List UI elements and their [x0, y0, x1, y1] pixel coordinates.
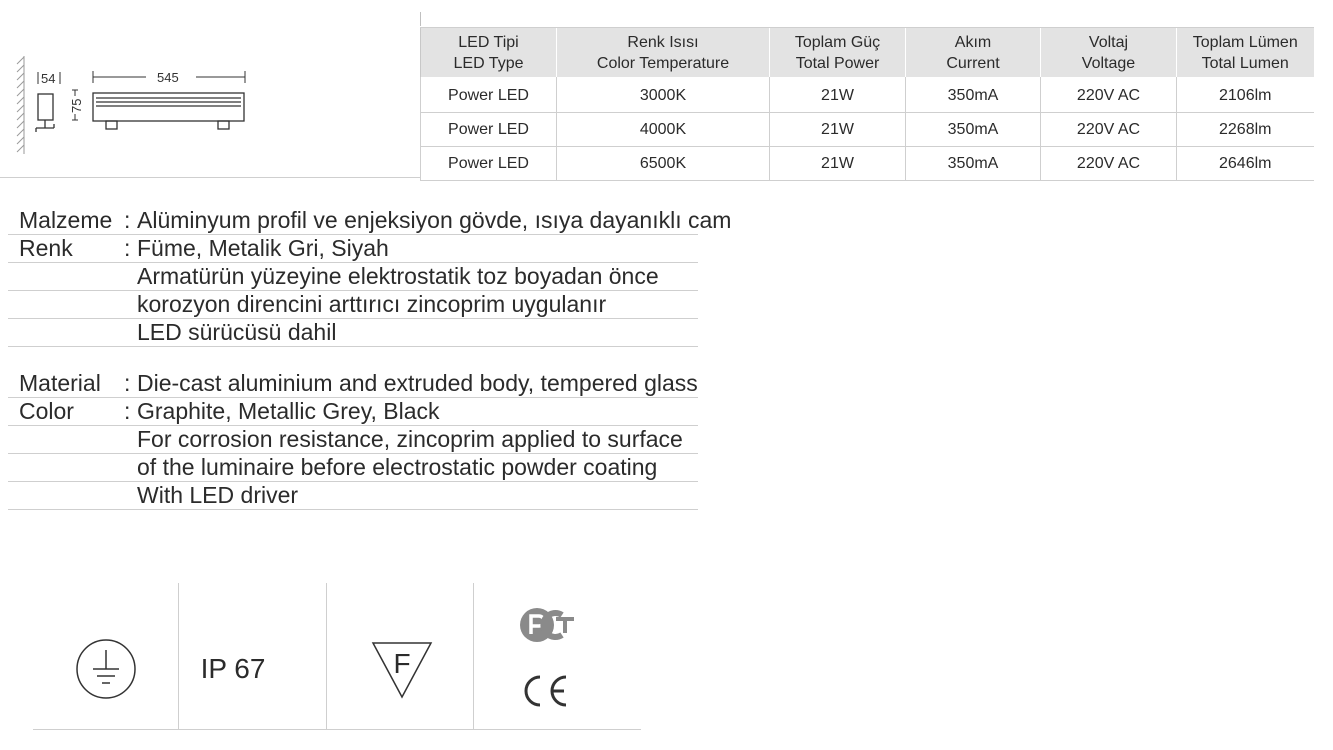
cell-color-temperature: 6500K — [557, 147, 770, 181]
desc-line-material — [8, 370, 698, 398]
desc-label: Color — [19, 398, 74, 424]
desc-line — [8, 319, 698, 347]
desc-line — [8, 482, 698, 510]
cell-voltage: 220V AC — [1041, 147, 1177, 181]
desc-value: Die-cast aluminium and extruded body, tempered glass — [137, 370, 698, 396]
desc-value: Graphite, Metallic Grey, Black — [137, 398, 440, 424]
table-row — [421, 77, 1314, 113]
desc-value: For corrosion resistance, zincoprim applied to surface — [137, 426, 683, 452]
side-width-label: 54 — [41, 71, 56, 86]
desc-line — [8, 426, 698, 454]
side-view — [36, 94, 54, 132]
cell-color-temperature: 3000K — [557, 77, 770, 113]
f-mark-letter: F — [393, 648, 411, 679]
product-dimension-drawing — [14, 56, 274, 156]
cell-voltage: 220V AC — [1041, 113, 1177, 147]
desc-value: of the luminaire before electrostatic powder coating — [137, 454, 658, 480]
table-header-row — [421, 28, 1314, 78]
desc-separator: : — [124, 235, 131, 261]
header-total-lumen: Toplam Lümen Total Lumen — [1177, 28, 1314, 78]
length-label: 545 — [157, 70, 179, 85]
cell-led-type: Power LED — [421, 113, 557, 147]
description-turkish — [8, 207, 732, 347]
desc-line — [8, 263, 698, 291]
cell-led-type: Power LED — [421, 77, 557, 113]
pct-certification-icon — [518, 605, 576, 645]
header-total-power: Toplam Güç Total Power — [770, 28, 906, 78]
cell-current: 350mA — [906, 147, 1041, 181]
table-row — [421, 147, 1314, 181]
cell-current: 350mA — [906, 113, 1041, 147]
cell-current: 350mA — [906, 77, 1041, 113]
desc-line-color — [8, 398, 698, 426]
header-current: Akım Current — [906, 28, 1041, 78]
header-voltage: Voltaj Voltage — [1041, 28, 1177, 78]
front-view — [93, 93, 244, 129]
desc-value: Füme, Metalik Gri, Siyah — [137, 235, 389, 261]
desc-value: korozyon direncini arttırıcı zincoprim uygulanır — [137, 291, 607, 317]
cell-total-lumen: 2646lm — [1177, 147, 1314, 181]
protective-earth-icon — [73, 638, 139, 700]
cell-total-lumen: 2268lm — [1177, 113, 1314, 147]
cell-total-lumen: 2106lm — [1177, 77, 1314, 113]
cell-color-temperature: 4000K — [557, 113, 770, 147]
desc-label: Material — [19, 370, 101, 396]
desc-value: Armatürün yüzeyine elektrostatik toz boyadan önce — [137, 263, 659, 289]
desc-value: LED sürücüsü dahil — [137, 319, 337, 345]
side-height-label: 75 — [69, 98, 84, 113]
table-top-divider — [420, 12, 421, 26]
desc-label: Renk — [19, 235, 73, 261]
spec-table — [420, 27, 1314, 181]
cert-divider — [473, 583, 474, 729]
wall-hatching — [17, 56, 24, 154]
desc-line — [8, 291, 698, 319]
desc-line — [8, 454, 698, 482]
cell-total-power: 21W — [770, 147, 906, 181]
header-led-type: LED Tipi LED Type — [421, 28, 557, 78]
description-english — [8, 370, 698, 510]
cell-total-power: 21W — [770, 77, 906, 113]
cert-divider — [178, 583, 179, 729]
desc-separator: : — [124, 370, 131, 396]
desc-label: Malzeme — [19, 207, 113, 233]
desc-line-color — [8, 235, 698, 263]
header-color-temperature: Renk Isısı Color Temperature — [557, 28, 770, 78]
cell-total-power: 21W — [770, 113, 906, 147]
desc-line-material — [8, 207, 732, 235]
desc-value: With LED driver — [137, 482, 299, 508]
desc-value: Alüminyum profil ve enjeksiyon gövde, ısıya dayanıklı cam — [137, 207, 732, 233]
ce-mark-icon — [520, 673, 572, 709]
drawing-bottom-divider — [0, 177, 420, 178]
table-row — [421, 113, 1314, 147]
f-mark-icon — [371, 641, 433, 699]
desc-separator: : — [124, 398, 131, 424]
certification-strip — [33, 583, 641, 730]
desc-separator: : — [124, 207, 131, 233]
ip-rating: IP 67 — [200, 653, 266, 684]
cell-voltage: 220V AC — [1041, 77, 1177, 113]
cert-divider — [326, 583, 327, 729]
cell-led-type: Power LED — [421, 147, 557, 181]
